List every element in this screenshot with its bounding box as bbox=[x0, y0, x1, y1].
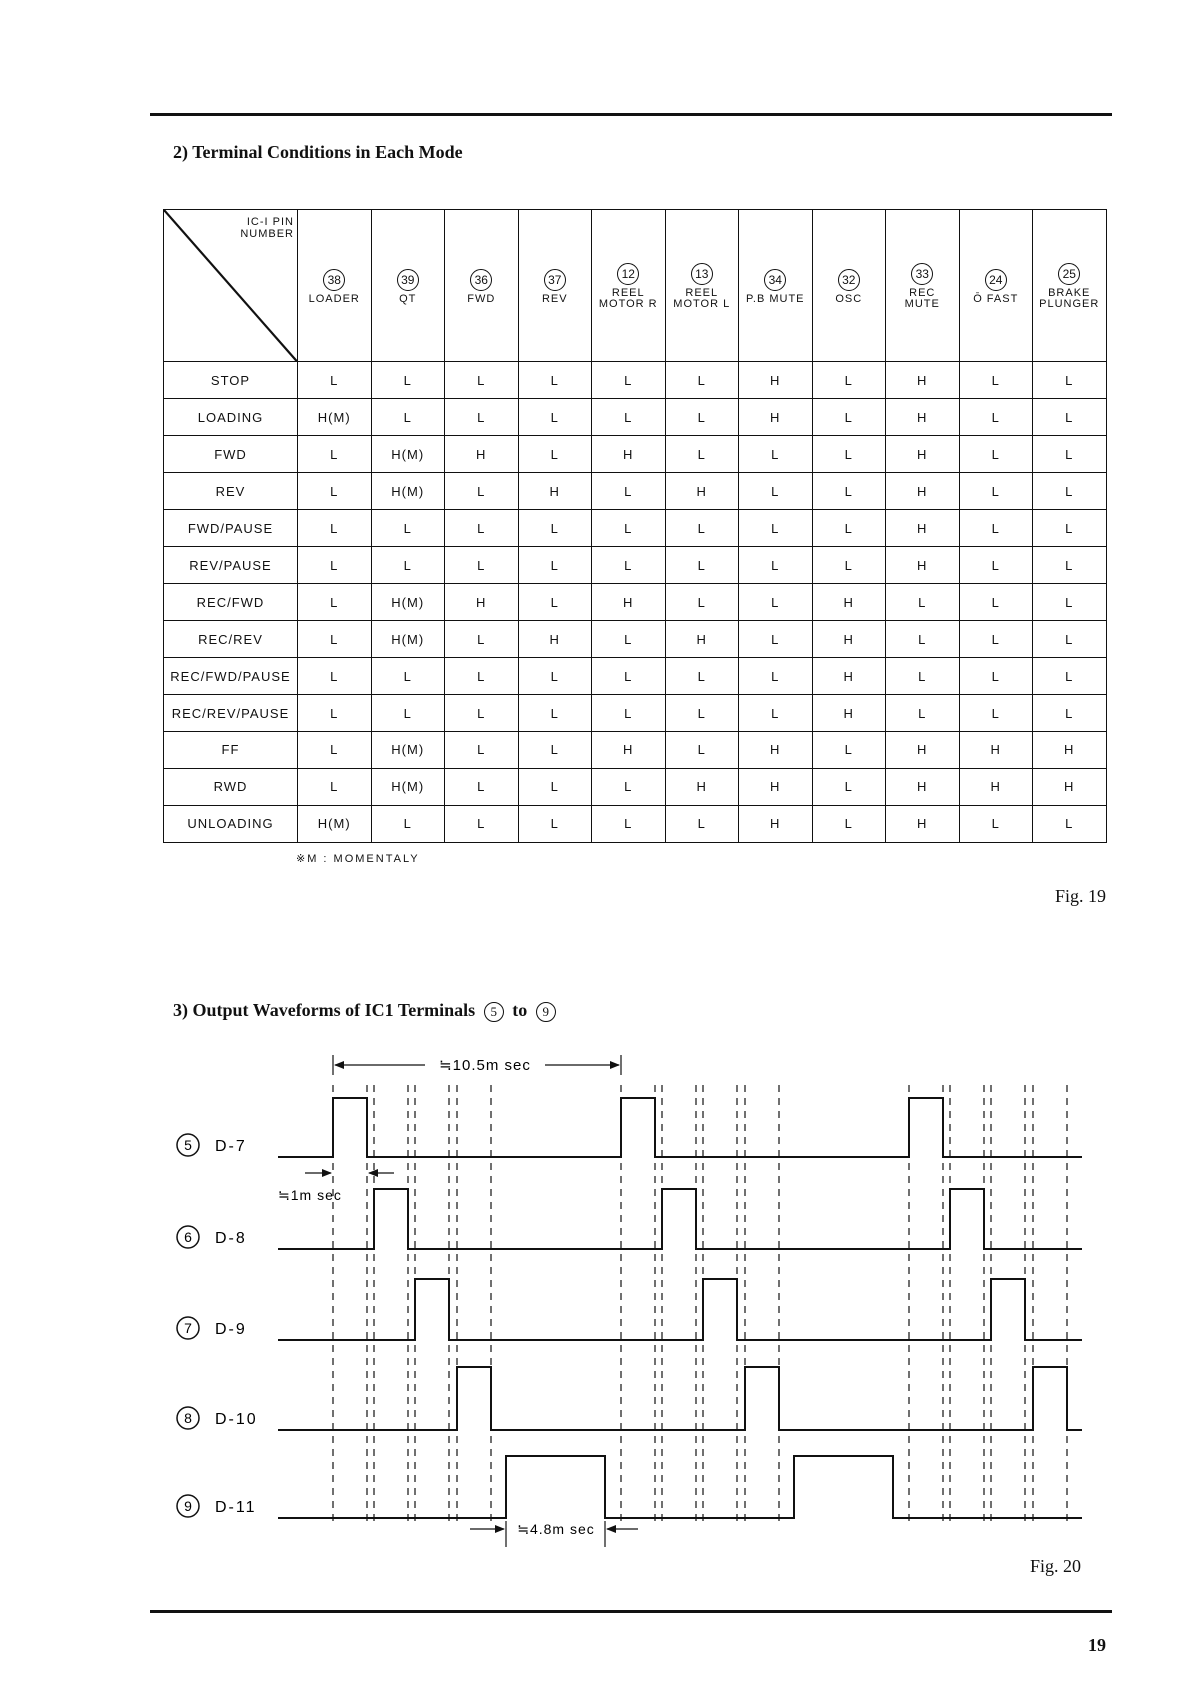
state-cell: H(M) bbox=[371, 621, 445, 658]
state-cell: L bbox=[1033, 510, 1107, 547]
state-cell: L bbox=[959, 658, 1033, 695]
mode-label: REV/PAUSE bbox=[164, 547, 298, 584]
trace-1 bbox=[278, 1189, 1082, 1249]
state-cell: L bbox=[371, 510, 445, 547]
state-cell: H bbox=[812, 621, 886, 658]
state-cell: H(M) bbox=[371, 436, 445, 473]
page-number: 19 bbox=[1088, 1635, 1106, 1655]
state-cell: L bbox=[812, 510, 886, 547]
table-row bbox=[164, 695, 1107, 732]
waveform-traces bbox=[278, 1098, 1082, 1518]
state-cell: L bbox=[592, 473, 666, 510]
state-cell: L bbox=[518, 732, 592, 769]
state-cell: L bbox=[518, 547, 592, 584]
state-cell: L bbox=[665, 436, 739, 473]
state-cell: L bbox=[739, 510, 813, 547]
pin-number-circle: 38 bbox=[323, 269, 345, 291]
pin-name-line1: REC bbox=[909, 287, 936, 300]
mode-label: REC/FWD/PAUSE bbox=[164, 658, 298, 695]
state-cell: L bbox=[445, 695, 519, 732]
waveform-labels bbox=[177, 1134, 258, 1517]
state-cell: L bbox=[518, 695, 592, 732]
mode-label: FF bbox=[164, 732, 298, 769]
state-cell: L bbox=[959, 510, 1033, 547]
state-cell: H bbox=[886, 399, 960, 436]
state-cell: H bbox=[592, 584, 666, 621]
state-cell: L bbox=[959, 362, 1033, 399]
signal-label-0 bbox=[177, 1134, 247, 1156]
state-cell: L bbox=[371, 695, 445, 732]
state-cell: L bbox=[812, 768, 886, 805]
table-row bbox=[164, 621, 1107, 658]
state-cell: L bbox=[665, 695, 739, 732]
corner-label-bottom: NUMBER bbox=[240, 228, 294, 240]
state-cell: L bbox=[518, 436, 592, 473]
state-cell: L bbox=[1033, 399, 1107, 436]
waveform-diagram bbox=[160, 1055, 1100, 1565]
signal-pin-number: 5 bbox=[184, 1137, 192, 1153]
state-cell: L bbox=[739, 584, 813, 621]
state-cell: H(M) bbox=[371, 768, 445, 805]
state-cell: L bbox=[812, 547, 886, 584]
trace-3 bbox=[278, 1367, 1082, 1430]
state-cell: H bbox=[886, 436, 960, 473]
state-cell: L bbox=[298, 732, 372, 769]
pin-name-line1: REV bbox=[541, 292, 568, 305]
signal-pin-number: 8 bbox=[184, 1410, 192, 1426]
state-cell: L bbox=[445, 658, 519, 695]
state-cell: L bbox=[298, 768, 372, 805]
signal-label-4 bbox=[177, 1495, 257, 1517]
state-cell: L bbox=[739, 547, 813, 584]
state-cell: L bbox=[371, 547, 445, 584]
table-row bbox=[164, 547, 1107, 584]
state-cell: L bbox=[959, 621, 1033, 658]
state-cell: L bbox=[518, 399, 592, 436]
mode-label: REC/REV bbox=[164, 621, 298, 658]
state-cell: H(M) bbox=[298, 399, 372, 436]
signal-name: D-7 bbox=[215, 1138, 247, 1155]
state-cell: L bbox=[812, 473, 886, 510]
signal-name: D-9 bbox=[215, 1321, 247, 1338]
state-cell: L bbox=[445, 732, 519, 769]
state-cell: L bbox=[739, 695, 813, 732]
section-2-heading bbox=[173, 142, 463, 163]
state-cell: L bbox=[959, 584, 1033, 621]
state-cell: L bbox=[1033, 436, 1107, 473]
state-cell: L bbox=[1033, 621, 1107, 658]
state-cell: L bbox=[445, 805, 519, 842]
column-header-7 bbox=[812, 210, 886, 362]
state-cell: L bbox=[739, 436, 813, 473]
state-cell: L bbox=[298, 695, 372, 732]
state-cell: H bbox=[665, 473, 739, 510]
pin-number-circle: 34 bbox=[764, 269, 786, 291]
state-cell: H bbox=[739, 399, 813, 436]
state-cell: L bbox=[298, 658, 372, 695]
pin-number-circle: 24 bbox=[985, 269, 1007, 291]
pin-name-line2: PLUNGER bbox=[1039, 298, 1100, 311]
table-row bbox=[164, 362, 1107, 399]
momentary-note: ※M : MOMENTALY bbox=[296, 853, 420, 865]
section-2-number: 2) bbox=[173, 142, 188, 162]
corner-label bbox=[240, 216, 294, 240]
figure-19-label: Fig. 19 bbox=[1055, 886, 1107, 906]
pin-name-line1: FWD bbox=[467, 292, 496, 305]
state-cell: L bbox=[592, 658, 666, 695]
section-3-heading bbox=[173, 1000, 560, 1022]
state-cell: H bbox=[739, 805, 813, 842]
mode-label: FWD bbox=[164, 436, 298, 473]
column-header-1 bbox=[371, 210, 445, 362]
state-cell: L bbox=[812, 362, 886, 399]
state-cell: L bbox=[592, 399, 666, 436]
pin-9-circle: 9 bbox=[536, 1002, 556, 1022]
state-cell: L bbox=[1033, 547, 1107, 584]
state-cell: H bbox=[445, 584, 519, 621]
pin-name-line1: REEL bbox=[685, 287, 719, 300]
table-row bbox=[164, 584, 1107, 621]
signal-name: D-11 bbox=[215, 1499, 257, 1516]
column-header-10 bbox=[1033, 210, 1107, 362]
state-cell: L bbox=[886, 621, 960, 658]
pin-name-line1: BRAKE bbox=[1048, 287, 1091, 300]
state-cell: L bbox=[445, 621, 519, 658]
state-cell: L bbox=[665, 547, 739, 584]
state-cell: H bbox=[886, 362, 960, 399]
pin-name-line1: P.B MUTE bbox=[745, 292, 805, 305]
trace-4 bbox=[278, 1456, 1082, 1518]
state-cell: L bbox=[1033, 584, 1107, 621]
pin-number-circle: 32 bbox=[838, 269, 860, 291]
state-cell: L bbox=[445, 473, 519, 510]
pin-5-circle: 5 bbox=[484, 1002, 504, 1022]
column-header-2 bbox=[445, 210, 519, 362]
state-cell: L bbox=[298, 547, 372, 584]
state-cell: L bbox=[739, 473, 813, 510]
pin-number-circle: 36 bbox=[470, 269, 492, 291]
table-row bbox=[164, 732, 1107, 769]
period-label: ≒10.5m sec bbox=[439, 1057, 531, 1074]
table-row bbox=[164, 768, 1107, 805]
state-cell: L bbox=[518, 658, 592, 695]
pin-name-line2: MUTE bbox=[904, 298, 940, 311]
section-3-to: to bbox=[512, 1000, 528, 1020]
trace-2 bbox=[278, 1279, 1082, 1340]
pin-name-line1: Ō FAST bbox=[973, 292, 1019, 305]
waveform-dashed-guides bbox=[333, 1085, 1067, 1523]
section-3-title: Output Waveforms of IC1 Terminals bbox=[192, 1000, 476, 1020]
pin-number-circle: 13 bbox=[691, 263, 713, 285]
column-header-5 bbox=[665, 210, 739, 362]
pin-name-line1: LOADER bbox=[308, 292, 360, 305]
state-cell: L bbox=[298, 584, 372, 621]
state-cell: L bbox=[298, 621, 372, 658]
state-cell: H(M) bbox=[371, 584, 445, 621]
signal-pin-number: 7 bbox=[184, 1320, 192, 1336]
state-cell: H bbox=[665, 768, 739, 805]
mode-label: REC/REV/PAUSE bbox=[164, 695, 298, 732]
state-cell: L bbox=[665, 510, 739, 547]
mode-label: FWD/PAUSE bbox=[164, 510, 298, 547]
state-cell: L bbox=[518, 362, 592, 399]
trace-0 bbox=[278, 1098, 1082, 1157]
column-header-0 bbox=[298, 210, 372, 362]
pin-name-line1: REEL bbox=[611, 287, 645, 300]
state-cell: L bbox=[518, 510, 592, 547]
state-cell: H bbox=[886, 768, 960, 805]
state-cell: L bbox=[1033, 362, 1107, 399]
table-corner-cell bbox=[164, 210, 298, 362]
mode-label: LOADING bbox=[164, 399, 298, 436]
terminal-conditions-table bbox=[163, 209, 1107, 843]
column-header-8 bbox=[886, 210, 960, 362]
state-cell: L bbox=[665, 658, 739, 695]
state-cell: L bbox=[298, 510, 372, 547]
state-cell: H bbox=[739, 768, 813, 805]
state-cell: L bbox=[665, 805, 739, 842]
state-cell: L bbox=[665, 732, 739, 769]
state-cell: L bbox=[518, 768, 592, 805]
signal-name: D-8 bbox=[215, 1230, 247, 1247]
section-2-title: Terminal Conditions in Each Mode bbox=[192, 142, 463, 162]
table-header-row bbox=[164, 210, 1107, 362]
state-cell: L bbox=[1033, 473, 1107, 510]
column-header-3 bbox=[518, 210, 592, 362]
state-cell: L bbox=[518, 805, 592, 842]
state-cell: L bbox=[298, 473, 372, 510]
state-cell: L bbox=[959, 695, 1033, 732]
pin-name-line1: QT bbox=[399, 292, 417, 305]
corner-label-top: IC-I PIN bbox=[246, 216, 294, 228]
state-cell: L bbox=[592, 695, 666, 732]
mode-label: REC/FWD bbox=[164, 584, 298, 621]
column-header-9 bbox=[959, 210, 1033, 362]
pin-number-circle: 33 bbox=[911, 263, 933, 285]
pin-name-line1: OSC bbox=[835, 292, 863, 305]
state-cell: L bbox=[298, 436, 372, 473]
state-cell: L bbox=[739, 621, 813, 658]
state-cell: L bbox=[886, 658, 960, 695]
table-row bbox=[164, 399, 1107, 436]
mode-label: REV bbox=[164, 473, 298, 510]
table-row bbox=[164, 658, 1107, 695]
top-rule bbox=[150, 113, 1112, 116]
signal-name: D-10 bbox=[215, 1411, 258, 1428]
figure-20-label: Fig. 20 bbox=[1030, 1556, 1082, 1576]
state-cell: L bbox=[518, 584, 592, 621]
state-cell: L bbox=[812, 805, 886, 842]
state-cell: H bbox=[739, 362, 813, 399]
bottom-rule bbox=[150, 1610, 1112, 1613]
table-row bbox=[164, 436, 1107, 473]
state-cell: L bbox=[371, 805, 445, 842]
mode-label: UNLOADING bbox=[164, 805, 298, 842]
state-cell: H bbox=[1033, 768, 1107, 805]
wide-label: ≒4.8m sec bbox=[517, 1521, 595, 1537]
mode-label: RWD bbox=[164, 768, 298, 805]
state-cell: H bbox=[812, 658, 886, 695]
state-cell: L bbox=[812, 732, 886, 769]
state-cell: L bbox=[959, 399, 1033, 436]
state-cell: L bbox=[886, 695, 960, 732]
state-cell: L bbox=[592, 768, 666, 805]
table-row bbox=[164, 510, 1107, 547]
state-cell: H bbox=[812, 584, 886, 621]
state-cell: L bbox=[959, 805, 1033, 842]
state-cell: H(M) bbox=[371, 732, 445, 769]
pin-name-line2: MOTOR R bbox=[598, 298, 658, 311]
state-cell: L bbox=[592, 510, 666, 547]
state-cell: H bbox=[592, 732, 666, 769]
state-cell: H bbox=[886, 805, 960, 842]
state-cell: H bbox=[812, 695, 886, 732]
state-cell: H bbox=[886, 473, 960, 510]
state-cell: H bbox=[886, 547, 960, 584]
state-cell: H bbox=[886, 732, 960, 769]
state-cell: H bbox=[1033, 732, 1107, 769]
state-cell: H bbox=[959, 732, 1033, 769]
state-cell: L bbox=[665, 362, 739, 399]
state-cell: L bbox=[445, 547, 519, 584]
pin-number-circle: 12 bbox=[617, 263, 639, 285]
state-cell: L bbox=[1033, 658, 1107, 695]
state-cell: H bbox=[592, 436, 666, 473]
pin-name-line2: MOTOR L bbox=[673, 298, 731, 311]
signal-label-3 bbox=[177, 1407, 258, 1429]
state-cell: H bbox=[445, 436, 519, 473]
pulse-label: ≒1m sec bbox=[278, 1187, 342, 1203]
state-cell: L bbox=[812, 436, 886, 473]
state-cell: L bbox=[592, 621, 666, 658]
state-cell: L bbox=[886, 584, 960, 621]
state-cell: L bbox=[592, 362, 666, 399]
state-cell: L bbox=[739, 658, 813, 695]
pin-number-circle: 39 bbox=[397, 269, 419, 291]
state-cell: L bbox=[445, 510, 519, 547]
state-cell: L bbox=[959, 436, 1033, 473]
signal-pin-number: 9 bbox=[184, 1498, 192, 1514]
state-cell: L bbox=[592, 805, 666, 842]
state-cell: L bbox=[959, 547, 1033, 584]
signal-label-2 bbox=[177, 1317, 247, 1339]
signal-pin-number: 6 bbox=[184, 1229, 192, 1245]
state-cell: L bbox=[665, 399, 739, 436]
state-cell: L bbox=[445, 399, 519, 436]
state-cell: L bbox=[959, 473, 1033, 510]
state-cell: H bbox=[518, 621, 592, 658]
column-header-6 bbox=[739, 210, 813, 362]
state-cell: H bbox=[739, 732, 813, 769]
signal-label-1 bbox=[177, 1226, 247, 1248]
state-cell: L bbox=[371, 399, 445, 436]
pin-number-circle: 25 bbox=[1058, 263, 1080, 285]
state-cell: H bbox=[665, 621, 739, 658]
state-cell: H bbox=[886, 510, 960, 547]
state-cell: L bbox=[592, 547, 666, 584]
state-cell: L bbox=[812, 399, 886, 436]
state-cell: L bbox=[1033, 695, 1107, 732]
table-row bbox=[164, 473, 1107, 510]
state-cell: L bbox=[371, 362, 445, 399]
state-cell: H bbox=[959, 768, 1033, 805]
column-header-4 bbox=[592, 210, 666, 362]
state-cell: L bbox=[371, 658, 445, 695]
state-cell: L bbox=[1033, 805, 1107, 842]
section-3-number: 3) bbox=[173, 1000, 188, 1020]
state-cell: L bbox=[445, 362, 519, 399]
table-row bbox=[164, 805, 1107, 842]
state-cell: H(M) bbox=[371, 473, 445, 510]
state-cell: L bbox=[665, 584, 739, 621]
pin-number-circle: 37 bbox=[544, 269, 566, 291]
state-cell: H bbox=[518, 473, 592, 510]
mode-label: STOP bbox=[164, 362, 298, 399]
state-cell: H(M) bbox=[298, 805, 372, 842]
state-cell: L bbox=[298, 362, 372, 399]
state-cell: L bbox=[445, 768, 519, 805]
